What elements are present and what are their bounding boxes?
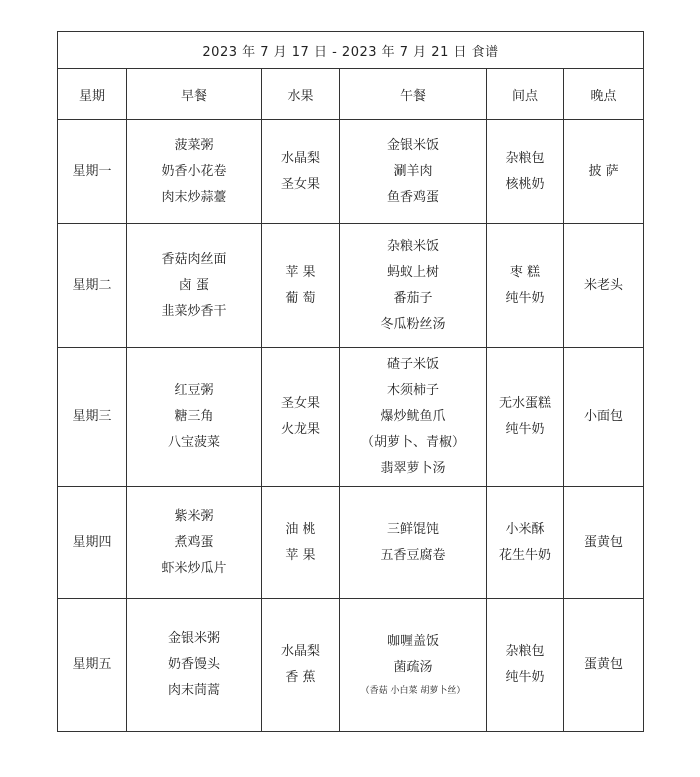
header-lunch: 午餐 bbox=[340, 69, 487, 120]
day-label: 星期一 bbox=[72, 163, 112, 179]
breakfast-item: 卤 蛋 bbox=[178, 277, 210, 293]
snack-item: 花生牛奶 bbox=[498, 547, 551, 563]
dinner-item: 披 萨 bbox=[588, 163, 619, 179]
lunch-item: 五香豆腐卷 bbox=[380, 547, 446, 563]
header-day: 星期 bbox=[58, 69, 127, 120]
lunch-item: 番茄子 bbox=[393, 290, 433, 306]
lunch-item: 碴子米饭 bbox=[386, 357, 439, 372]
snack-cell bbox=[487, 224, 564, 348]
snack-cell bbox=[487, 348, 564, 487]
fruit-item: 圣女果 bbox=[280, 176, 320, 192]
breakfast-item: 韭菜炒香干 bbox=[161, 303, 227, 319]
header-fruit: 水果 bbox=[262, 69, 340, 120]
lunch-item: 冬瓜粉丝汤 bbox=[380, 316, 446, 332]
dinner-item: 米老头 bbox=[584, 277, 624, 293]
breakfast-item: 虾米炒瓜片 bbox=[161, 560, 227, 576]
dinner-cell bbox=[564, 348, 644, 487]
breakfast-cell bbox=[127, 120, 262, 224]
snack-item: 小米酥 bbox=[505, 521, 545, 537]
snack-item: 无水蛋糕 bbox=[498, 396, 551, 411]
table-row bbox=[58, 120, 644, 224]
snack-item: 枣 糕 bbox=[509, 264, 541, 280]
snack-cell bbox=[487, 599, 564, 732]
fruit-item: 水晶梨 bbox=[280, 150, 320, 166]
breakfast-item: 紫米粥 bbox=[174, 508, 214, 524]
dinner-item: 小面包 bbox=[584, 409, 624, 424]
table-title: 2023 年 7 月 17 日 - 2023 年 7 月 21 日 食谱 bbox=[58, 32, 644, 69]
snack-item: 核桃奶 bbox=[505, 176, 545, 192]
day-label: 星期二 bbox=[72, 277, 112, 293]
fruit-item: 水晶梨 bbox=[280, 644, 320, 659]
breakfast-cell bbox=[127, 487, 262, 599]
menu-table bbox=[57, 31, 644, 732]
breakfast-cell bbox=[127, 599, 262, 732]
breakfast-item: 八宝菠菜 bbox=[167, 435, 220, 450]
lunch-item: 木须柿子 bbox=[386, 383, 439, 398]
fruit-item: 香 蕉 bbox=[285, 670, 316, 685]
breakfast-item: 红豆粥 bbox=[174, 383, 214, 398]
fruit-item: 火龙果 bbox=[280, 422, 320, 437]
fruit-item: 葡 萄 bbox=[285, 290, 316, 306]
breakfast-item: 肉末茼蒿 bbox=[167, 683, 220, 698]
header-snack: 间点 bbox=[487, 69, 564, 120]
breakfast-cell bbox=[127, 224, 262, 348]
table-row bbox=[58, 224, 644, 348]
dinner-cell bbox=[564, 487, 644, 599]
lunch-cell bbox=[340, 599, 487, 732]
dinner-item: 蛋黄包 bbox=[584, 657, 624, 672]
breakfast-item: 肉末炒蒜薹 bbox=[161, 189, 227, 205]
lunch-item: 菌疏汤 bbox=[393, 660, 433, 675]
snack-item: 杂粮包 bbox=[505, 150, 545, 166]
lunch-item: 杂粮米饭 bbox=[386, 238, 439, 254]
dinner-cell bbox=[564, 120, 644, 224]
lunch-item: 鱼香鸡蛋 bbox=[386, 189, 439, 205]
dinner-item: 蛋黄包 bbox=[584, 534, 624, 550]
dinner-cell bbox=[564, 224, 644, 348]
snack-item: 纯牛奶 bbox=[505, 422, 545, 437]
snack-item: 纯牛奶 bbox=[505, 670, 545, 685]
snack-item: 杂粮包 bbox=[505, 644, 545, 659]
snack-cell bbox=[487, 120, 564, 224]
lunch-item: 咖喱盖饭 bbox=[386, 634, 439, 649]
day-cell bbox=[58, 487, 127, 599]
header-dinner: 晚点 bbox=[564, 69, 644, 120]
day-cell bbox=[58, 224, 127, 348]
fruit-cell bbox=[262, 224, 340, 348]
fruit-item: 苹 果 bbox=[285, 264, 316, 280]
lunch-note: （香菇 小白菜 胡萝卜丝） bbox=[360, 686, 466, 696]
day-cell bbox=[58, 599, 127, 732]
day-label: 星期四 bbox=[72, 534, 112, 550]
fruit-item: 苹 果 bbox=[285, 547, 316, 563]
lunch-cell bbox=[340, 224, 487, 348]
lunch-item: 三鲜馄饨 bbox=[386, 521, 439, 537]
breakfast-cell bbox=[127, 348, 262, 487]
lunch-item: 蚂蚁上树 bbox=[386, 264, 439, 280]
snack-item: 纯牛奶 bbox=[505, 290, 545, 306]
dinner-cell bbox=[564, 599, 644, 732]
lunch-item: 金银米饭 bbox=[386, 137, 439, 153]
fruit-item: 圣女果 bbox=[280, 396, 320, 411]
day-cell bbox=[58, 120, 127, 224]
lunch-item: （胡萝卜、青椒） bbox=[360, 435, 465, 450]
table-row bbox=[58, 487, 644, 599]
header-breakfast: 早餐 bbox=[127, 69, 262, 120]
breakfast-item: 糖三角 bbox=[174, 409, 214, 424]
fruit-cell bbox=[262, 487, 340, 599]
day-label: 星期五 bbox=[72, 657, 112, 672]
fruit-cell bbox=[262, 120, 340, 224]
breakfast-item: 煮鸡蛋 bbox=[174, 534, 214, 550]
breakfast-item: 奶香馒头 bbox=[167, 657, 220, 672]
fruit-cell bbox=[262, 348, 340, 487]
day-label: 星期三 bbox=[72, 409, 112, 424]
lunch-cell bbox=[340, 120, 487, 224]
table-row bbox=[58, 348, 644, 487]
lunch-item: 翡翠萝卜汤 bbox=[380, 461, 446, 476]
lunch-cell bbox=[340, 487, 487, 599]
lunch-item: 爆炒鱿鱼爪 bbox=[380, 409, 446, 424]
breakfast-item: 金银米粥 bbox=[167, 631, 220, 646]
day-cell bbox=[58, 348, 127, 487]
breakfast-item: 奶香小花卷 bbox=[161, 163, 227, 179]
fruit-item: 油 桃 bbox=[285, 521, 316, 537]
breakfast-item: 菠菜粥 bbox=[174, 137, 214, 153]
table-row bbox=[58, 599, 644, 732]
lunch-item: 涮羊肉 bbox=[393, 163, 433, 179]
snack-cell bbox=[487, 487, 564, 599]
lunch-cell bbox=[340, 348, 487, 487]
breakfast-item: 香菇肉丝面 bbox=[161, 251, 227, 267]
fruit-cell bbox=[262, 599, 340, 732]
